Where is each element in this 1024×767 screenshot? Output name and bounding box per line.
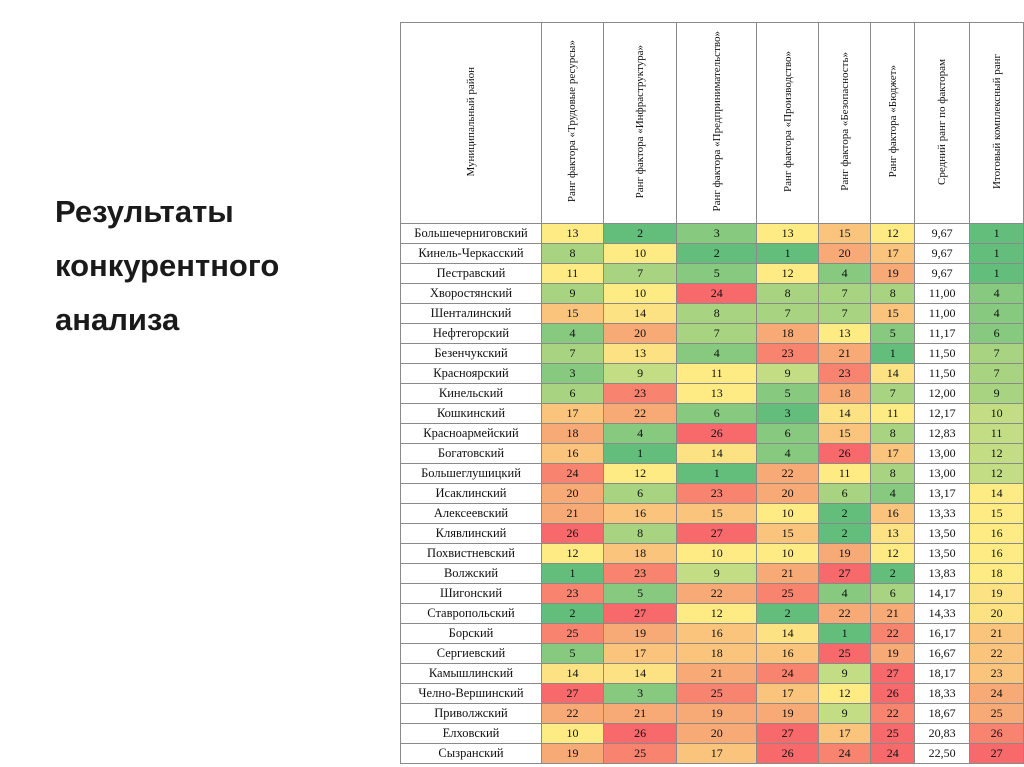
cell-municipality: Шигонский — [401, 584, 542, 604]
cell-value: 2 — [603, 224, 676, 244]
cell-value: 12 — [677, 604, 757, 624]
cell-municipality: Камышлинский — [401, 664, 542, 684]
cell-value: 6 — [819, 484, 871, 504]
cell-municipality: Ставропольский — [401, 604, 542, 624]
cell-value: 12 — [541, 544, 603, 564]
cell-value: 13,83 — [915, 564, 970, 584]
cell-value: 7 — [819, 304, 871, 324]
cell-value: 2 — [819, 504, 871, 524]
cell-value: 7 — [541, 344, 603, 364]
cell-value: 24 — [677, 284, 757, 304]
cell-value: 24 — [970, 684, 1024, 704]
cell-value: 4 — [603, 424, 676, 444]
cell-value: 12 — [871, 544, 915, 564]
cell-value: 4 — [970, 284, 1024, 304]
table-row — [401, 444, 1024, 464]
cell-value: 22 — [970, 644, 1024, 664]
table-row — [401, 424, 1024, 444]
cell-value: 21 — [677, 664, 757, 684]
cell-value: 6 — [871, 584, 915, 604]
cell-value: 9 — [970, 384, 1024, 404]
table-row — [401, 684, 1024, 704]
table-row — [401, 404, 1024, 424]
cell-municipality: Исаклинский — [401, 484, 542, 504]
cell-municipality: Хворостянский — [401, 284, 542, 304]
cell-value: 11 — [677, 364, 757, 384]
cell-value: 19 — [603, 624, 676, 644]
cell-value: 17 — [871, 444, 915, 464]
cell-value: 19 — [541, 744, 603, 764]
cell-value: 7 — [970, 364, 1024, 384]
cell-value: 13,17 — [915, 484, 970, 504]
cell-value: 4 — [970, 304, 1024, 324]
cell-value: 20 — [970, 604, 1024, 624]
cell-value: 7 — [603, 264, 676, 284]
cell-value: 8 — [871, 284, 915, 304]
cell-value: 23 — [603, 564, 676, 584]
cell-value: 18 — [677, 644, 757, 664]
cell-value: 11 — [871, 404, 915, 424]
cell-value: 16 — [677, 624, 757, 644]
cell-value: 26 — [970, 724, 1024, 744]
cell-value: 4 — [677, 344, 757, 364]
cell-value: 16 — [871, 504, 915, 524]
column-header-entrepreneurship: Ранг фактора «Предпринимательство» — [677, 23, 757, 224]
table-row — [401, 504, 1024, 524]
cell-value: 11 — [541, 264, 603, 284]
cell-value: 26 — [871, 684, 915, 704]
cell-value: 16 — [970, 544, 1024, 564]
cell-value: 12 — [871, 224, 915, 244]
cell-value: 18 — [757, 324, 819, 344]
cell-value: 18 — [541, 424, 603, 444]
cell-municipality: Челно-Вершинский — [401, 684, 542, 704]
table-row — [401, 704, 1024, 724]
cell-value: 13 — [603, 344, 676, 364]
cell-value: 25 — [541, 624, 603, 644]
table-row — [401, 544, 1024, 564]
cell-municipality: Клявлинский — [401, 524, 542, 544]
cell-value: 4 — [871, 484, 915, 504]
cell-value: 9,67 — [915, 224, 970, 244]
cell-value: 23 — [677, 484, 757, 504]
cell-value: 8 — [603, 524, 676, 544]
cell-municipality: Кошкинский — [401, 404, 542, 424]
cell-value: 2 — [819, 524, 871, 544]
table-row — [401, 564, 1024, 584]
table-row — [401, 624, 1024, 644]
cell-value: 12 — [819, 684, 871, 704]
table-row — [401, 744, 1024, 764]
cell-value: 4 — [757, 444, 819, 464]
cell-value: 22 — [603, 404, 676, 424]
cell-value: 12 — [757, 264, 819, 284]
cell-value: 8 — [871, 464, 915, 484]
cell-value: 25 — [970, 704, 1024, 724]
cell-municipality: Богатовский — [401, 444, 542, 464]
cell-value: 3 — [677, 224, 757, 244]
cell-value: 22 — [819, 604, 871, 624]
cell-value: 22 — [871, 704, 915, 724]
cell-municipality: Большечерниговский — [401, 224, 542, 244]
cell-value: 9 — [819, 664, 871, 684]
cell-value: 26 — [603, 724, 676, 744]
cell-value: 13,50 — [915, 544, 970, 564]
cell-value: 15 — [871, 304, 915, 324]
cell-value: 16 — [541, 444, 603, 464]
cell-value: 14 — [871, 364, 915, 384]
cell-municipality: Похвистневский — [401, 544, 542, 564]
cell-value: 26 — [819, 444, 871, 464]
cell-value: 6 — [603, 484, 676, 504]
cell-value: 14 — [757, 624, 819, 644]
cell-value: 15 — [757, 524, 819, 544]
cell-value: 24 — [757, 664, 819, 684]
cell-value: 11,17 — [915, 324, 970, 344]
cell-value: 1 — [603, 444, 676, 464]
cell-value: 8 — [541, 244, 603, 264]
column-header-labor: Ранг фактора «Трудовые ресурсы» — [541, 23, 603, 224]
cell-municipality: Пестравский — [401, 264, 542, 284]
cell-value: 10 — [677, 544, 757, 564]
cell-municipality: Волжский — [401, 564, 542, 584]
cell-value: 9,67 — [915, 264, 970, 284]
cell-value: 20 — [757, 484, 819, 504]
table-row — [401, 384, 1024, 404]
cell-value: 9 — [819, 704, 871, 724]
title-line-2: конкурентного — [55, 248, 280, 283]
cell-value: 19 — [757, 704, 819, 724]
cell-value: 1 — [970, 244, 1024, 264]
cell-municipality: Большеглушицкий — [401, 464, 542, 484]
cell-value: 2 — [541, 604, 603, 624]
table-row — [401, 324, 1024, 344]
cell-municipality: Безенчукский — [401, 344, 542, 364]
cell-value: 7 — [970, 344, 1024, 364]
cell-value: 10 — [757, 544, 819, 564]
cell-municipality: Кинельский — [401, 384, 542, 404]
cell-value: 17 — [677, 744, 757, 764]
cell-value: 25 — [819, 644, 871, 664]
cell-value: 16,17 — [915, 624, 970, 644]
cell-value: 13 — [819, 324, 871, 344]
cell-value: 18 — [970, 564, 1024, 584]
cell-municipality: Нефтегорский — [401, 324, 542, 344]
cell-value: 13 — [677, 384, 757, 404]
cell-value: 8 — [871, 424, 915, 444]
cell-value: 23 — [603, 384, 676, 404]
cell-value: 20,83 — [915, 724, 970, 744]
cell-value: 11,00 — [915, 304, 970, 324]
cell-value: 24 — [871, 744, 915, 764]
column-header-infrastructure: Ранг фактора «Инфраструктура» — [603, 23, 676, 224]
cell-value: 13,33 — [915, 504, 970, 524]
cell-municipality: Красноармейский — [401, 424, 542, 444]
cell-value: 15 — [541, 304, 603, 324]
cell-municipality: Сызранский — [401, 744, 542, 764]
cell-value: 15 — [970, 504, 1024, 524]
competitive-analysis-table — [400, 22, 1024, 764]
cell-value: 12 — [970, 444, 1024, 464]
cell-value: 4 — [541, 324, 603, 344]
cell-value: 16 — [757, 644, 819, 664]
column-header-municipality: Муниципальный район — [401, 23, 542, 224]
cell-value: 27 — [757, 724, 819, 744]
cell-value: 1 — [970, 224, 1024, 244]
cell-municipality: Сергиевский — [401, 644, 542, 664]
cell-value: 9,67 — [915, 244, 970, 264]
cell-value: 27 — [603, 604, 676, 624]
cell-value: 19 — [871, 264, 915, 284]
cell-value: 20 — [541, 484, 603, 504]
table-row — [401, 264, 1024, 284]
cell-value: 2 — [757, 604, 819, 624]
cell-municipality: Кинель-Черкасский — [401, 244, 542, 264]
cell-value: 20 — [819, 244, 871, 264]
cell-value: 26 — [677, 424, 757, 444]
cell-municipality: Алексеевский — [401, 504, 542, 524]
cell-value: 3 — [757, 404, 819, 424]
cell-value: 18 — [603, 544, 676, 564]
cell-value: 14 — [970, 484, 1024, 504]
cell-value: 15 — [819, 224, 871, 244]
cell-value: 1 — [757, 244, 819, 264]
cell-value: 15 — [677, 504, 757, 524]
cell-municipality: Елховский — [401, 724, 542, 744]
title-line-1: Результаты — [55, 194, 234, 229]
column-header-production: Ранг фактора «Производство» — [757, 23, 819, 224]
cell-value: 23 — [541, 584, 603, 604]
cell-value: 12,17 — [915, 404, 970, 424]
cell-value: 14 — [677, 444, 757, 464]
table-row — [401, 244, 1024, 264]
cell-value: 11 — [819, 464, 871, 484]
cell-value: 17 — [541, 404, 603, 424]
cell-value: 12,00 — [915, 384, 970, 404]
cell-value: 22,50 — [915, 744, 970, 764]
column-header-total-rank: Итоговый комплексный ранг — [970, 23, 1024, 224]
cell-value: 21 — [757, 564, 819, 584]
cell-value: 19 — [871, 644, 915, 664]
cell-value: 13,00 — [915, 444, 970, 464]
cell-value: 3 — [541, 364, 603, 384]
cell-value: 6 — [541, 384, 603, 404]
cell-value: 2 — [677, 244, 757, 264]
cell-value: 10 — [603, 284, 676, 304]
cell-value: 6 — [757, 424, 819, 444]
cell-value: 14,17 — [915, 584, 970, 604]
cell-value: 17 — [819, 724, 871, 744]
cell-value: 10 — [757, 504, 819, 524]
cell-value: 24 — [819, 744, 871, 764]
table-row — [401, 524, 1024, 544]
cell-value: 14 — [819, 404, 871, 424]
cell-value: 12 — [603, 464, 676, 484]
cell-value: 9 — [541, 284, 603, 304]
cell-municipality: Приволжский — [401, 704, 542, 724]
cell-value: 14 — [603, 304, 676, 324]
table-row — [401, 584, 1024, 604]
cell-value: 8 — [677, 304, 757, 324]
cell-value: 21 — [871, 604, 915, 624]
cell-value: 1 — [970, 264, 1024, 284]
table-row — [401, 464, 1024, 484]
table-row — [401, 604, 1024, 624]
title-line-3: анализа — [55, 302, 180, 337]
cell-value: 1 — [677, 464, 757, 484]
cell-value: 18,67 — [915, 704, 970, 724]
cell-value: 14 — [541, 664, 603, 684]
cell-value: 12 — [970, 464, 1024, 484]
cell-value: 7 — [871, 384, 915, 404]
cell-value: 25 — [871, 724, 915, 744]
cell-value: 13,00 — [915, 464, 970, 484]
cell-value: 23 — [970, 664, 1024, 684]
cell-value: 23 — [757, 344, 819, 364]
cell-value: 17 — [603, 644, 676, 664]
table-row — [401, 344, 1024, 364]
cell-value: 13 — [757, 224, 819, 244]
cell-value: 11,50 — [915, 364, 970, 384]
cell-value: 10 — [970, 404, 1024, 424]
cell-value: 21 — [819, 344, 871, 364]
table-row — [401, 484, 1024, 504]
cell-value: 14,33 — [915, 604, 970, 624]
cell-value: 26 — [757, 744, 819, 764]
table-row — [401, 284, 1024, 304]
cell-value: 16 — [603, 504, 676, 524]
cell-value: 17 — [757, 684, 819, 704]
cell-value: 21 — [541, 504, 603, 524]
cell-value: 21 — [970, 624, 1024, 644]
table-row — [401, 364, 1024, 384]
cell-value: 5 — [871, 324, 915, 344]
cell-value: 15 — [819, 424, 871, 444]
cell-value: 9 — [677, 564, 757, 584]
cell-value: 22 — [871, 624, 915, 644]
table-row — [401, 224, 1024, 244]
column-header-safety: Ранг фактора «Безопасность» — [819, 23, 871, 224]
cell-value: 5 — [677, 264, 757, 284]
cell-value: 7 — [819, 284, 871, 304]
cell-value: 27 — [677, 524, 757, 544]
cell-value: 13 — [541, 224, 603, 244]
cell-value: 19 — [970, 584, 1024, 604]
cell-value: 21 — [603, 704, 676, 724]
cell-value: 1 — [871, 344, 915, 364]
cell-value: 6 — [970, 324, 1024, 344]
cell-value: 5 — [541, 644, 603, 664]
cell-value: 13 — [871, 524, 915, 544]
cell-value: 22 — [757, 464, 819, 484]
cell-value: 18 — [819, 384, 871, 404]
cell-value: 12,83 — [915, 424, 970, 444]
cell-value: 23 — [819, 364, 871, 384]
cell-value: 27 — [541, 684, 603, 704]
table-header — [401, 23, 1024, 224]
cell-value: 10 — [603, 244, 676, 264]
cell-value: 7 — [677, 324, 757, 344]
table-row — [401, 664, 1024, 684]
page-title — [55, 185, 385, 347]
table-body — [401, 224, 1024, 764]
cell-value: 25 — [677, 684, 757, 704]
column-header-average-rank: Средний ранг по факторам — [915, 23, 970, 224]
cell-value: 11,00 — [915, 284, 970, 304]
cell-value: 17 — [871, 244, 915, 264]
table-row — [401, 644, 1024, 664]
cell-municipality: Красноярский — [401, 364, 542, 384]
cell-value: 20 — [603, 324, 676, 344]
cell-municipality: Шенталинский — [401, 304, 542, 324]
cell-value: 26 — [541, 524, 603, 544]
cell-value: 5 — [603, 584, 676, 604]
cell-value: 22 — [541, 704, 603, 724]
cell-value: 4 — [819, 264, 871, 284]
cell-value: 19 — [819, 544, 871, 564]
cell-value: 3 — [603, 684, 676, 704]
cell-value: 22 — [677, 584, 757, 604]
cell-value: 8 — [757, 284, 819, 304]
cell-value: 16,67 — [915, 644, 970, 664]
cell-value: 1 — [819, 624, 871, 644]
cell-value: 27 — [970, 744, 1024, 764]
cell-value: 5 — [757, 384, 819, 404]
cell-value: 27 — [871, 664, 915, 684]
cell-value: 4 — [819, 584, 871, 604]
cell-municipality: Борский — [401, 624, 542, 644]
column-header-budget: Ранг фактора «Бюджет» — [871, 23, 915, 224]
cell-value: 18,17 — [915, 664, 970, 684]
cell-value: 14 — [603, 664, 676, 684]
header-row — [401, 23, 1024, 224]
cell-value: 13,50 — [915, 524, 970, 544]
ranking-table — [400, 22, 1024, 764]
cell-value: 25 — [603, 744, 676, 764]
cell-value: 20 — [677, 724, 757, 744]
cell-value: 25 — [757, 584, 819, 604]
table-row — [401, 304, 1024, 324]
cell-value: 9 — [757, 364, 819, 384]
cell-value: 18,33 — [915, 684, 970, 704]
cell-value: 11,50 — [915, 344, 970, 364]
cell-value: 27 — [819, 564, 871, 584]
cell-value: 2 — [871, 564, 915, 584]
cell-value: 7 — [757, 304, 819, 324]
cell-value: 6 — [677, 404, 757, 424]
cell-value: 10 — [541, 724, 603, 744]
cell-value: 19 — [677, 704, 757, 724]
cell-value: 11 — [970, 424, 1024, 444]
cell-value: 9 — [603, 364, 676, 384]
cell-value: 1 — [541, 564, 603, 584]
cell-value: 16 — [970, 524, 1024, 544]
cell-value: 24 — [541, 464, 603, 484]
table-row — [401, 724, 1024, 744]
